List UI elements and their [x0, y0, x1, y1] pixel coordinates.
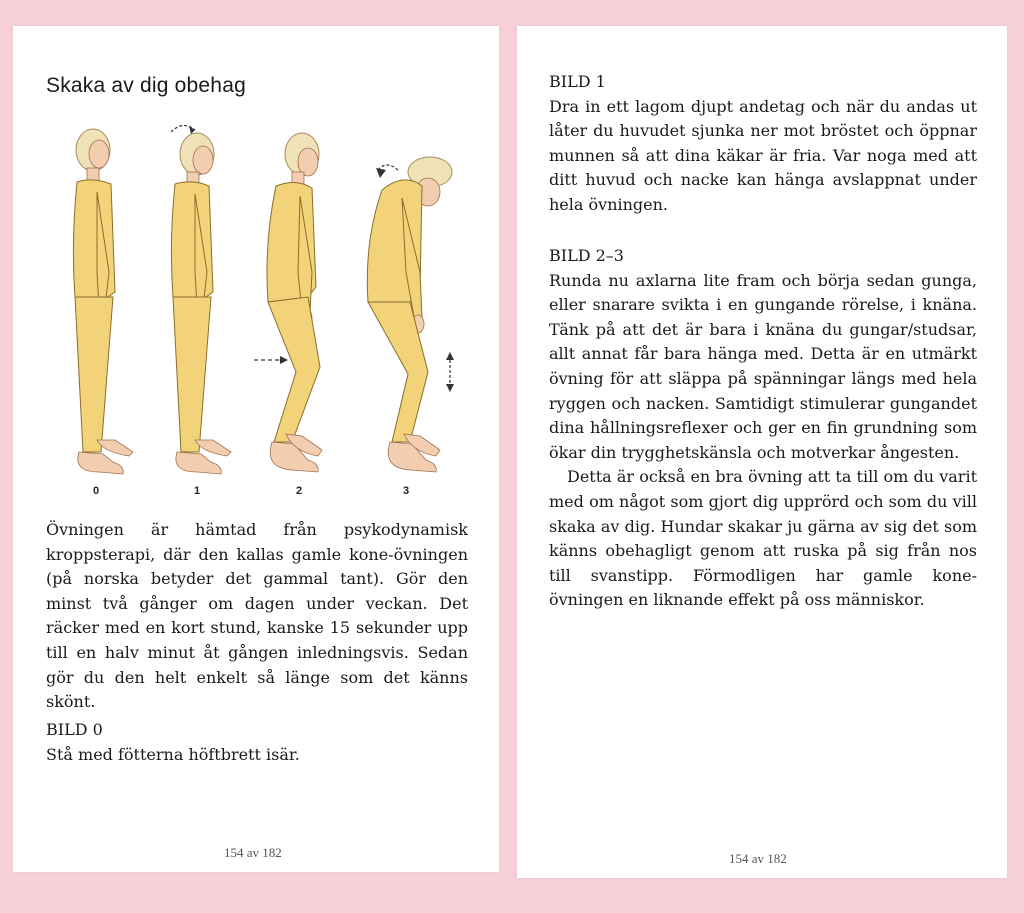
figure-2: [254, 133, 322, 472]
chapter-title: Skaka av dig obehag: [46, 74, 246, 97]
figure-3: [367, 157, 454, 472]
figure-label-3: 3: [403, 485, 410, 497]
figure-label-2: 2: [296, 485, 303, 497]
bild0-label: BILD 0: [46, 720, 103, 739]
left-page: [13, 26, 499, 872]
bild23-text: Runda nu axlarna lite fram och börja sedan gunga, eller snarare svikta i en gungande rörelse, i knäna. Tänk på att det är bara i knäna du gungar/studsar, allt annat får bara hänga med. Detta är en utmärkt övning för att släppa på spänningar längs med hela ryggen och nacken. Samtidigt stimulerar gungandet dina hållningsreflexer och ger en fin grundning som ökar din trygghetskänsla och motverkar ångesten.: [549, 270, 977, 462]
exercise-illustration: [53, 122, 483, 502]
figure-label-1: 1: [194, 485, 201, 497]
figure-0: [73, 129, 133, 474]
right-page: [517, 26, 1007, 878]
intro-paragraph: Övningen är hämtad från psykodynamisk kroppsterapi, där den kallas gamle kone-övningen (på norska betyder det gammal tant). Gör den minst två gånger om dagen under veckan. Det räcker med en kort stund, kanske 15 sekunder upp till en halv minut åt gången inledningsvis. Sedan gör du den helt enkelt så länge som det känns skönt.: [46, 520, 468, 712]
bild0-section: [46, 718, 468, 767]
figure-1: [171, 125, 231, 474]
page-number: 154 av 182: [729, 851, 787, 866]
bild0-text: Stå med fötterna höftbrett isär.: [46, 744, 300, 764]
page-number: 154 av 182: [224, 845, 282, 860]
bild1-section: [549, 70, 977, 218]
posture-figures: [53, 122, 483, 502]
bild23-label: BILD 2–3: [549, 246, 624, 265]
bild1-text: Dra in ett lagom djupt andetag och när du andas ut låter du huvudet sjunka ner mot bröstet och öppnar munnen så att dina käkar är fria. Var noga med att ditt huvud och nacke kan hänga avslappnat under hela övningen.: [549, 96, 977, 214]
bild23-section: [549, 244, 977, 613]
shake-off-paragraph: Detta är också en bra övning att ta till om du varit med om något som gjort dig upprörd och som du vill skaka av dig. Hundar skakar ju gärna av sig det som känns obehagligt genom att ruska på sig från nos till svanstipp. Förmodligen har gamle kone-övningen en liknande effekt på oss människor.: [549, 467, 977, 610]
bild1-label: BILD 1: [549, 72, 606, 91]
figure-label-0: 0: [93, 485, 100, 497]
